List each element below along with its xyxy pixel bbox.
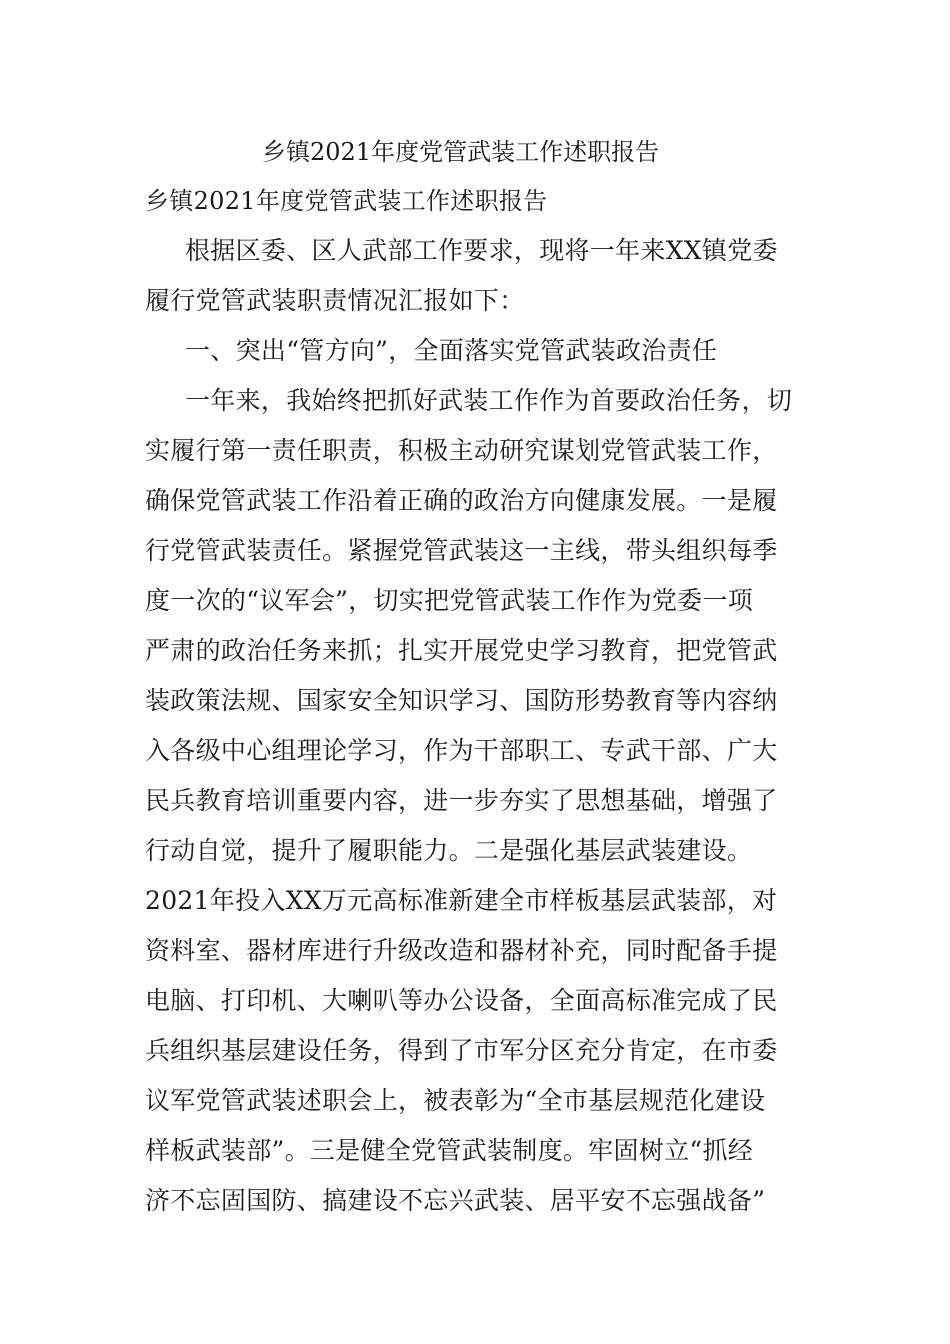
paragraph-line: 行党管武装责任。紧握党管武装这一主线，带头组织每季 bbox=[145, 536, 778, 565]
paragraph-line: 一年来，我始终把抓好武装工作作为首要政治任务，切 bbox=[185, 386, 793, 415]
document-title: 乡镇2021年度党管武装工作述职报告 bbox=[262, 138, 660, 166]
paragraph-line: 根据区委、区人武部工作要求，现将一年来XX镇党委 bbox=[185, 236, 778, 265]
paragraph-line: 民兵教育培训重要内容，进一步夯实了思想基础，增强了 bbox=[145, 786, 778, 815]
paragraph-line: 济不忘固国防、搞建设不忘兴武装、居平安不忘强战备” bbox=[145, 1186, 766, 1215]
paragraph-line: 度一次的“议军会”，切实把党管武装工作作为党委一项 bbox=[145, 586, 754, 615]
paragraph-line: 兵组织基层建设任务，得到了市军分区充分肯定，在市委 bbox=[145, 1036, 778, 1065]
paragraph-line: 实履行第一责任职责，积极主动研究谋划党管武装工作， bbox=[145, 436, 778, 465]
paragraph-line: 装政策法规、国家安全知识学习、国防形势教育等内容纳 bbox=[145, 686, 778, 715]
paragraph-line: 电脑、打印机、大喇叭等办公设备，全面高标准完成了民 bbox=[145, 986, 778, 1015]
paragraph-line: 样板武装部”。三是健全党管武装制度。牢固树立“抓经 bbox=[145, 1136, 754, 1165]
paragraph-line: 议军党管武装述职会上，被表彰为“全市基层规范化建设 bbox=[145, 1086, 766, 1115]
paragraph-line: 履行党管武装职责情况汇报如下： bbox=[145, 286, 525, 315]
paragraph-line: 资料室、器材库进行升级改造和器材补充，同时配备手提 bbox=[145, 936, 778, 965]
paragraph-line: 严肃的政治任务来抓；扎实开展党史学习教育，把党管武 bbox=[145, 636, 778, 665]
paragraph-line: 确保党管武装工作沿着正确的政治方向健康发展。一是履 bbox=[145, 486, 778, 515]
paragraph-line: 行动自觉，提升了履职能力。二是强化基层武装建设。 bbox=[145, 836, 753, 865]
section-heading: 一、突出“管方向”，全面落实党管武装政治责任 bbox=[185, 336, 718, 365]
subtitle-line: 乡镇2021年度党管武装工作述职报告 bbox=[145, 187, 548, 215]
paragraph-line: 2021年投入XX万元高标准新建全市样板基层武装部，对 bbox=[145, 886, 778, 915]
paragraph-line: 入各级中心组理论学习，作为干部职工、专武干部、广大 bbox=[145, 736, 778, 765]
